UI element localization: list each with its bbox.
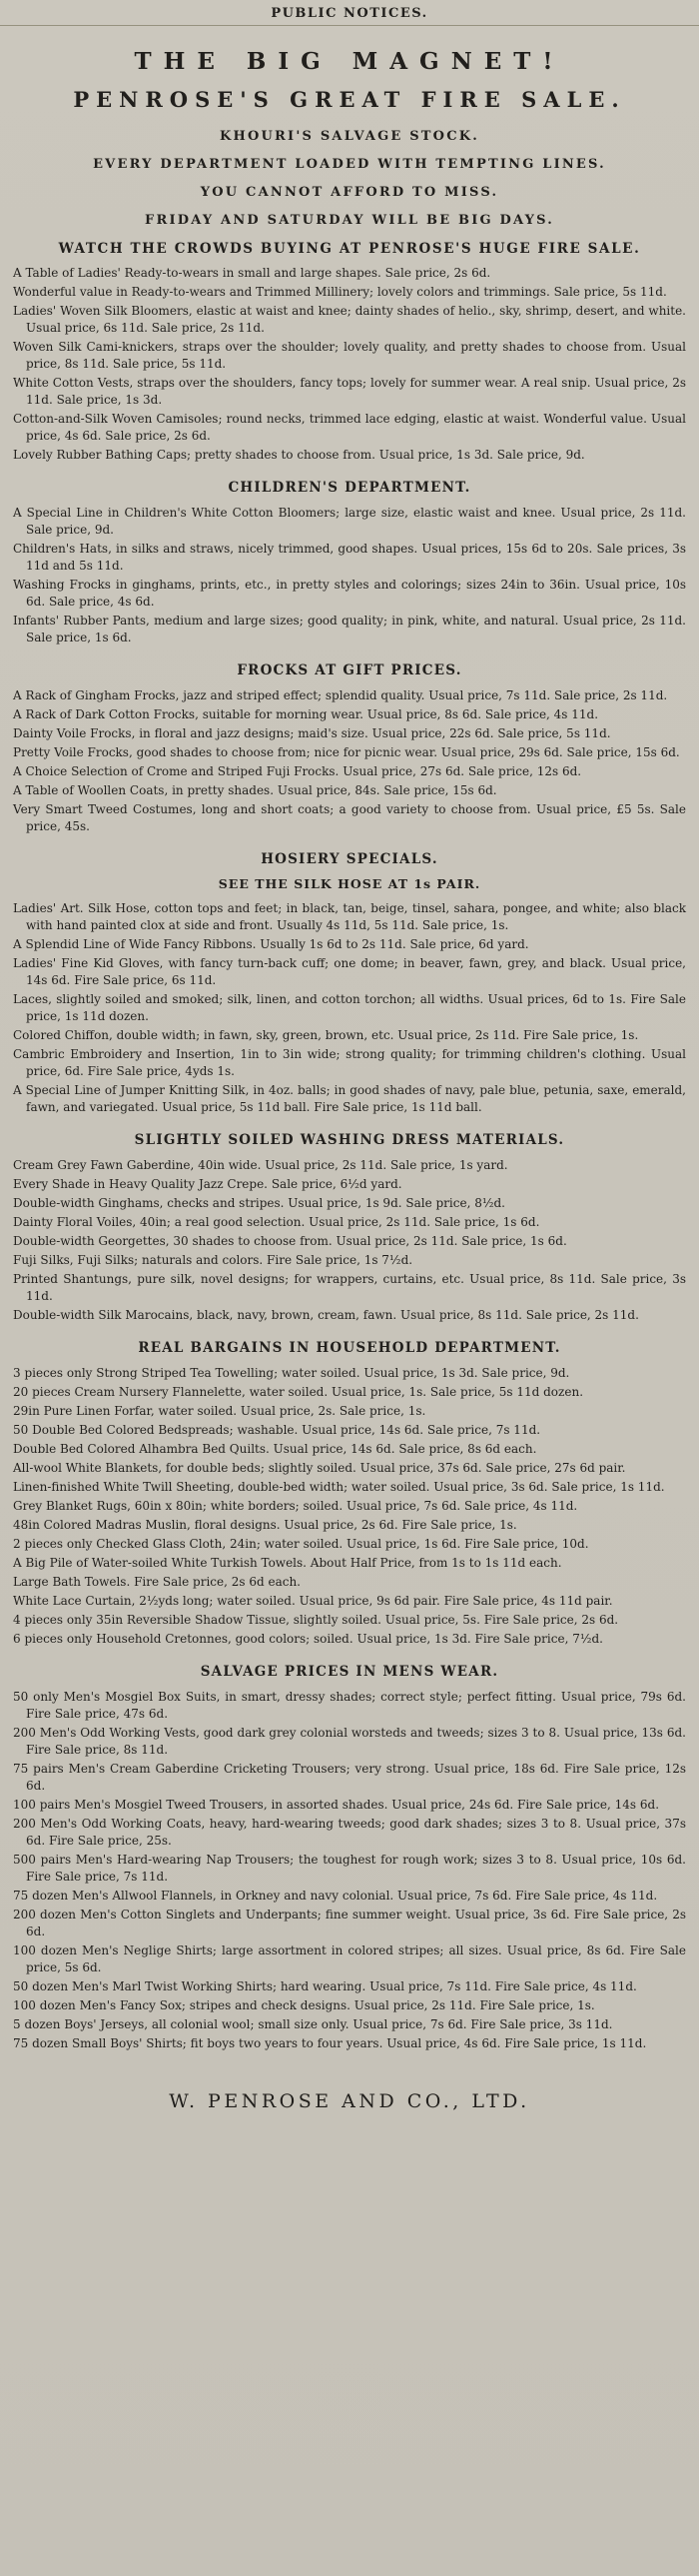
headline-line: YOU CANNOT AFFORD TO MISS.: [200, 185, 499, 200]
sale-item: 100 dozen Men's Neglige Shirts; large assortment in colored stripes; all sizes. Usual price, 8s 6d. Fire Sale price, 5s 6d.: [13, 1943, 686, 1974]
ad-section: [13, 1132, 686, 1324]
headline-line: THE BIG MAGNET!: [134, 48, 565, 75]
sale-item: Double-width Silk Marocains, black, navy, brown, cream, fawn. Usual price, 8s 11d. Sale price, 2s 11d.: [13, 1308, 639, 1322]
headline-block: [13, 36, 686, 265]
sale-item: Dainty Voile Frocks, in floral and jazz designs; maid's size. Usual price, 22s 6d. Sale price, 5s 11d.: [13, 726, 611, 740]
sale-item: 6 pieces only Household Cretonnes, good colors; soiled. Usual price, 1s 3d. Fire Sale price, 7½d.: [13, 1632, 603, 1646]
sale-item: Double-width Ginghams, checks and stripes. Usual price, 1s 9d. Sale price, 8½d.: [13, 1196, 505, 1210]
sale-item: 4 pieces only 35in Reversible Shadow Tissue, slightly soiled. Usual price, 5s. Fire Sale price, 2s 6d.: [13, 1613, 619, 1627]
sale-item: A Choice Selection of Crome and Striped Fuji Frocks. Usual price, 27s 6d. Sale price, 12s 6d.: [13, 764, 582, 778]
sale-item: 2 pieces only Checked Glass Cloth, 24in; water soiled. Usual price, 1s 6d. Fire Sale price, 10d.: [13, 1537, 589, 1551]
sale-item: Ladies' Fine Kid Gloves, with fancy turn-back cuff; one dome; in beaver, fawn, grey, and black. Usual price, 14s 6d. Fire Sale price, 6s 11d.: [13, 956, 686, 987]
sale-item: Ladies' Woven Silk Bloomers, elastic at waist and knee; dainty shades of helio., sky, shrimp, desert, and white. Usual price, 6s 11d. Sale price, 2s 11d.: [13, 304, 686, 335]
ad-section: [13, 662, 686, 835]
sale-item: Every Shade in Heavy Quality Jazz Crepe. Sale price, 6½d yard.: [13, 1177, 402, 1191]
sale-item: Laces, slightly soiled and smoked; silk, linen, and cotton torchon; all widths. Usual prices, 6d to 1s. Fire Sale price, 1s 11d dozen.: [13, 992, 686, 1023]
section-heading: CHILDREN'S DEPARTMENT.: [228, 480, 471, 496]
sale-item: A Rack of Dark Cotton Frocks, suitable for morning wear. Usual price, 8s 6d. Sale price, 4s 11d.: [13, 707, 599, 721]
section-heading: FROCKS AT GIFT PRICES.: [237, 662, 462, 678]
sale-item: A Rack of Gingham Frocks, jazz and striped effect; splendid quality. Usual price, 7s 11d. Sale price, 2s 11d.: [13, 688, 668, 702]
sale-item: A Table of Woollen Coats, in pretty shades. Usual price, 84s. Sale price, 15s 6d.: [13, 783, 497, 797]
masthead-title: PUBLIC NOTICES.: [271, 6, 428, 21]
sale-item: White Cotton Vests, straps over the shoulders, fancy tops; lovely for summer wear. A real snip. Usual price, 2s 11d. Sale price, 1s 3d.: [13, 376, 686, 407]
sale-item: 100 dozen Men's Fancy Sox; stripes and check designs. Usual price, 2s 11d. Fire Sale price, 1s.: [13, 1998, 595, 2012]
sale-item: Grey Blanket Rugs, 60in x 80in; white borders; soiled. Usual price, 7s 6d. Sale price, 4s 11d.: [13, 1499, 578, 1513]
sale-item: 75 dozen Men's Allwool Flannels, in Orkney and navy colonial. Usual price, 7s 6d. Fire Sale price, 4s 11d.: [13, 1889, 658, 1903]
sale-item: 50 dozen Men's Marl Twist Working Shirts; hard wearing. Usual price, 7s 11d. Fire Sale price, 4s 11d.: [13, 1979, 637, 1993]
sale-item: Ladies' Art. Silk Hose, cotton tops and feet; in black, tan, beige, tinsel, sahara, pongee, and white; also black with hand painted clox at side and front. Usually 4s 11d, 5s 11d. Sale price, 1s.: [13, 901, 686, 932]
sale-item: Cotton-and-Silk Woven Camisoles; round necks, trimmed lace edging, elastic at waist. Wonderful value. Usual price, 4s 6d. Sale price, 2s 6d.: [13, 412, 686, 443]
sale-item: White Lace Curtain, 2½yds long; water soiled. Usual price, 9s 6d pair. Fire Sale price, 4s 11d pair.: [13, 1594, 613, 1608]
ad-section: [13, 1340, 686, 1648]
sale-item: 75 pairs Men's Cream Gaberdine Cricketing Trousers; very strong. Usual price, 18s 6d. Fire Sale price, 12s 6d.: [13, 1762, 686, 1793]
sale-item: 48in Colored Madras Muslin, floral designs. Usual price, 2s 6d. Fire Sale price, 1s.: [13, 1518, 517, 1532]
sale-item: 50 Double Bed Colored Bedspreads; washable. Usual price, 14s 6d. Sale price, 7s 11d.: [13, 1423, 541, 1437]
sale-item: Dainty Floral Voiles, 40in; a real good selection. Usual price, 2s 11d. Sale price, 1s 6d.: [13, 1215, 540, 1229]
sale-item: A Splendid Line of Wide Fancy Ribbons. Usually 1s 6d to 2s 11d. Sale price, 6d yard.: [13, 937, 529, 951]
ad-section: [13, 1664, 686, 2052]
sale-item: A Special Line of Jumper Knitting Silk, in 4oz. balls; in good shades of navy, pale blue, petunia, saxe, emerald, fawn, and variegated. Usual price, 5s 11d ball. Fire Sale price, 1s 11d ball.: [13, 1083, 686, 1114]
sale-item: Linen-finished White Twill Sheeting, double-bed width; water soiled. Usual price, 3s 6d. Sale price, 1s 11d.: [13, 1480, 665, 1494]
sale-item: Pretty Voile Frocks, good shades to choose from; nice for picnic wear. Usual price, 29s 6d. Sale price, 15s 6d.: [13, 745, 680, 759]
headline-line: WATCH THE CROWDS BUYING AT PENROSE'S HUGE FIRE SALE.: [58, 241, 641, 257]
headline-line: EVERY DEPARTMENT LOADED WITH TEMPTING LINES.: [93, 157, 606, 172]
sale-item: Large Bath Towels. Fire Sale price, 2s 6d each.: [13, 1575, 301, 1589]
sale-item: Lovely Rubber Bathing Caps; pretty shades to choose from. Usual price, 1s 3d. Sale price, 9d.: [13, 448, 585, 462]
sale-item: 29in Pure Linen Forfar, water soiled. Usual price, 2s. Sale price, 1s.: [13, 1404, 426, 1418]
advertiser-signature: W. PENROSE AND CO., LTD.: [169, 2090, 530, 2112]
sale-item: Cambric Embroidery and Insertion, 1in to 3in wide; strong quality; for trimming children's clothing. Usual price, 6d. Fire Sale price, 4yds 1s.: [13, 1047, 686, 1078]
masthead-rule: [0, 25, 699, 26]
sale-item: Children's Hats, in silks and straws, nicely trimmed, good shapes. Usual prices, 15s 6d to 20s. Sale prices, 3s 11d and 5s 11d.: [13, 542, 686, 573]
sale-item: Woven Silk Cami-knickers, straps over the shoulder; lovely quality, and pretty shades to choose from. Usual price, 8s 11d. Sale price, 5s 11d.: [13, 340, 686, 371]
sale-item: 100 pairs Men's Mosgiel Tweed Trousers, in assorted shades. Usual price, 24s 6d. Fire Sale price, 14s 6d.: [13, 1798, 660, 1812]
sale-item: A Special Line in Children's White Cotton Bloomers; large size, elastic waist and knee. Usual price, 2s 11d. Sale price, 9d.: [13, 506, 686, 537]
sale-item: Printed Shantungs, pure silk, novel designs; for wrappers, curtains, etc. Usual price, 8s 11d. Sale price, 3s 11d.: [13, 1272, 686, 1303]
headline-line: PENROSE'S GREAT FIRE SALE.: [73, 87, 626, 112]
sale-item: Cream Grey Fawn Gaberdine, 40in wide. Usual price, 2s 11d. Sale price, 1s yard.: [13, 1158, 508, 1172]
section-heading: SALVAGE PRICES IN MENS WEAR.: [200, 1664, 499, 1680]
sale-item: Double-width Georgettes, 30 shades to choose from. Usual price, 2s 11d. Sale price, 1s 6d.: [13, 1234, 567, 1248]
sale-item: Very Smart Tweed Costumes, long and short coats; a good variety to choose from. Usual price, £5 5s. Sale price, 45s.: [13, 802, 686, 833]
sections-container: [13, 265, 686, 2052]
sale-item: 20 pieces Cream Nursery Flannelette, water soiled. Usual price, 1s. Sale price, 5s 11d dozen.: [13, 1385, 584, 1399]
sale-item: 200 Men's Odd Working Vests, good dark grey colonial worsteds and tweeds; sizes 3 to 8. Usual price, 13s 6d. Fire Sale price, 8s 11d.: [13, 1726, 686, 1757]
ad-section: [13, 480, 686, 646]
headline-line: FRIDAY AND SATURDAY WILL BE BIG DAYS.: [145, 213, 554, 228]
sale-item: A Table of Ladies' Ready-to-wears in small and large shapes. Sale price, 2s 6d.: [13, 266, 491, 280]
sale-item: Infants' Rubber Pants, medium and large sizes; good quality; in pink, white, and natural. Usual price, 2s 11d. Sale price, 1s 6d.: [13, 614, 686, 644]
ad-section: [13, 265, 686, 464]
section-subheading: SEE THE SILK HOSE AT 1s PAIR.: [218, 876, 481, 891]
sale-item: 500 pairs Men's Hard-wearing Nap Trousers; the toughest for rough work; sizes 3 to 8. Usual price, 10s 6d. Fire Sale price, 7s 11d.: [13, 1853, 686, 1884]
sale-item: 3 pieces only Strong Striped Tea Towelling; water soiled. Usual price, 1s 3d. Sale price, 9d.: [13, 1366, 570, 1380]
sale-item: 75 dozen Small Boys' Shirts; fit boys two years to four years. Usual price, 4s 6d. Fire Sale price, 1s 11d.: [13, 2036, 647, 2050]
section-heading: REAL BARGAINS IN HOUSEHOLD DEPARTMENT.: [138, 1340, 561, 1356]
ad-section: [13, 851, 686, 1116]
section-heading: SLIGHTLY SOILED WASHING DRESS MATERIALS.: [134, 1132, 565, 1148]
sale-item: Wonderful value in Ready-to-wears and Trimmed Millinery; lovely colors and trimmings. Sale price, 5s 11d.: [13, 285, 667, 299]
sale-item: A Big Pile of Water-soiled White Turkish Towels. About Half Price, from 1s to 1s 11d each.: [13, 1556, 562, 1570]
sale-item: 5 dozen Boys' Jerseys, all colonial wool; small size only. Usual price, 7s 6d. Fire Sale price, 3s 11d.: [13, 2017, 613, 2031]
sale-item: 200 Men's Odd Working Coats, heavy, hard-wearing tweeds; good dark shades; sizes 3 to 8. Usual price, 37s 6d. Fire Sale price, 25s.: [13, 1817, 686, 1848]
sale-item: Colored Chiffon, double width; in fawn, sky, green, brown, etc. Usual price, 2s 11d. Fire Sale price, 1s.: [13, 1028, 639, 1042]
sale-item: Double Bed Colored Alhambra Bed Quilts. Usual price, 14s 6d. Sale price, 8s 6d each.: [13, 1442, 537, 1456]
sale-item: 200 dozen Men's Cotton Singlets and Underpants; fine summer weight. Usual price, 3s 6d. Fire Sale price, 2s 6d.: [13, 1908, 686, 1938]
headline-line: KHOURI'S SALVAGE STOCK.: [220, 129, 479, 144]
sale-item: Fuji Silks, Fuji Silks; naturals and colors. Fire Sale price, 1s 7½d.: [13, 1253, 413, 1267]
sale-item: Washing Frocks in ginghams, prints, etc., in pretty styles and colorings; sizes 24in to 36in. Usual price, 10s 6d. Sale price, 4s 6d.: [13, 578, 686, 609]
sale-item: All-wool White Blankets, for double beds; slightly soiled. Usual price, 37s 6d. Sale price, 27s 6d pair.: [13, 1461, 626, 1475]
section-heading: HOSIERY SPECIALS.: [261, 851, 438, 867]
sale-item: 50 only Men's Mosgiel Box Suits, in smart, dressy shades; correct style; perfect fitting. Usual price, 79s 6d. Fire Sale price, 47s 6d.: [13, 1690, 686, 1721]
